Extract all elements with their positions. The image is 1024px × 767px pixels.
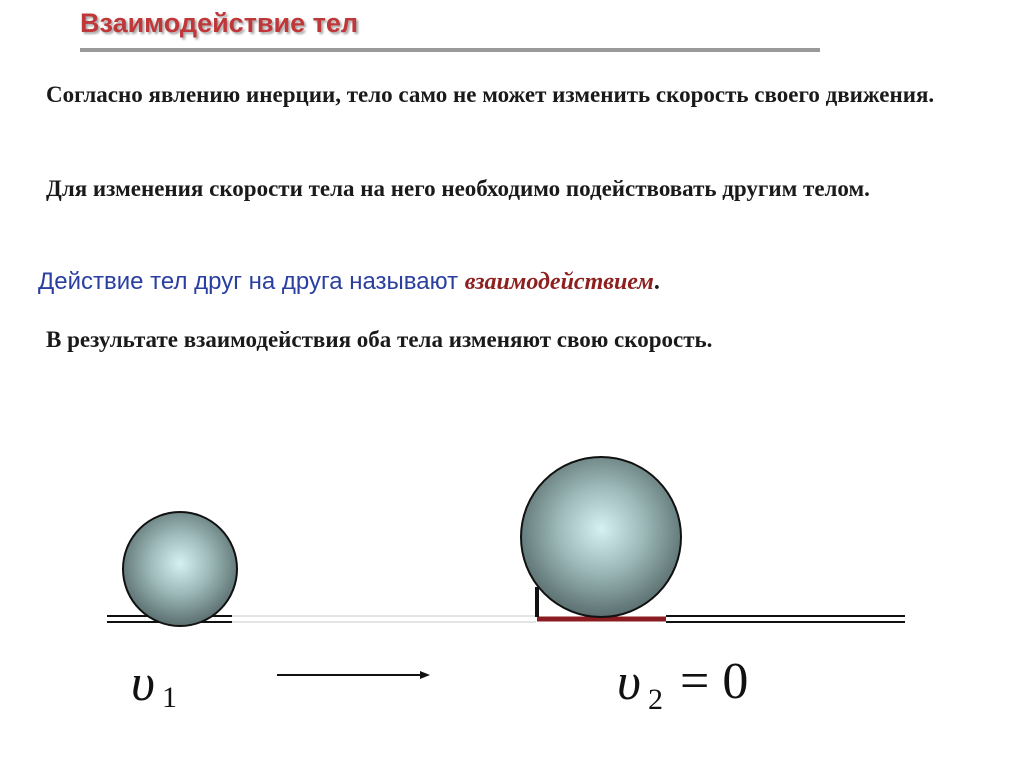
v2-equals-zero: = 0: [680, 653, 749, 710]
ground-right: [666, 616, 905, 622]
large-ball: [521, 457, 681, 617]
velocity-arrow: [277, 671, 430, 679]
small-ball: [123, 512, 237, 626]
paragraph-inertia: Согласно явлению инерции, тело само не может изменить скорость своего движения.: [46, 82, 935, 107]
paragraph-result: В результате взаимодействия оба тела изменяют свою скорость.: [46, 327, 713, 352]
v1-subscript: 1: [162, 681, 177, 714]
definition-period: .: [653, 269, 660, 295]
v2-symbol: υ: [617, 654, 641, 711]
definition-text: Действие тел друг на друга называют: [38, 268, 465, 295]
ground-track: [232, 616, 536, 622]
v2-subscript: 2: [648, 683, 663, 716]
slide-title: Взаимодействие тел: [80, 8, 359, 38]
paragraph-velocity-change: Для изменения скорости тела на него необходимо подействовать другим телом.: [46, 176, 870, 201]
definition-term: взаимодействием: [464, 269, 654, 295]
v1-symbol: υ: [131, 655, 155, 712]
